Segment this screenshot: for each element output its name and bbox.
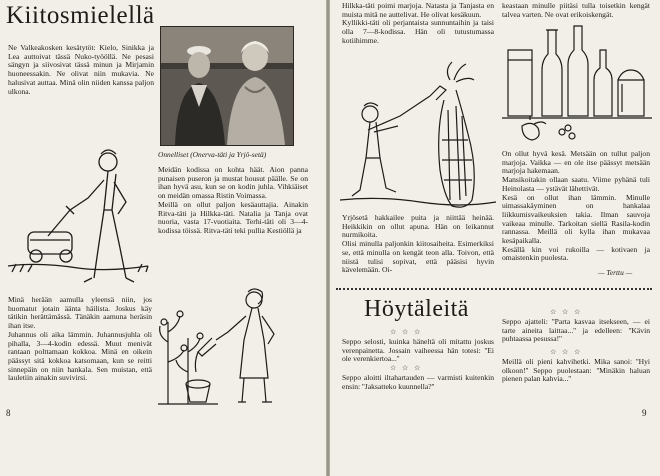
joke-1: Seppo selosti, kuinka häneltä oli mitattu joskus verenpainetta. Jossain vaiheessa hän totesi: ''Ei ole verenkiertoa...'' [342, 337, 494, 364]
couple-photo [160, 26, 294, 146]
top-left-paragraph: Hilkka-täti poimi marjoja. Natasta ja Tanjasta en muista mitä ne auttelivat. He olivat kesäkuun. Kyllikki-täti oli perjantaista sunnuntaihin ja taisi olla 7—8-kodissa. Hän oli tutustumassa kotiihimme. [342, 1, 494, 45]
watering-illustration [158, 282, 308, 406]
joke-3: Seppo ajatteli: ''Parta kasvaa itsekseen, — ei tarte aineita laittaa...'' ja edelleen: ''Kävin puhtaassa pesussa!'' [502, 317, 650, 344]
stars-1: ☆ ☆ ☆ [390, 328, 423, 336]
joke-2: Seppo aloitti iltahartauden — varmisti kuitenkin ensin: ''Jaksatteko kuunnella?'' [342, 373, 494, 391]
section-title: Höytäleitä [364, 296, 469, 322]
page-title: Kiitosmielellä [6, 2, 155, 29]
stars-3: ☆ ☆ ☆ [550, 308, 583, 316]
lawnmower-illustration [8, 140, 152, 290]
photo-caption: Onnelliset (Onerva-täti ja Yrjö-setä) [158, 150, 267, 159]
middle-paragraph: Meidän kodissa on kohta häät. Aion panna punaisen puseron ja mustat housut päälle. Se on ihan hyvä asu, kun se on kodin juhla. Vihkiäiset on meidän omassa Ristin Voimassa. Meillä on ollut paljon kesäauttajia. Ainakin Ritva-täti ja Hilkka-täti. Natalia ja Tanja ovat nuoria, vasta 17-vuotiaita. Terhi-täti oli 3—4-kodissa töissä. Ritva-täti teki pullia Kestiöllä ja [158, 165, 308, 235]
middle-right-paragraph: On ollut hyvä kesä. Metsään on tullut paljon marjoja. Vaikka — en ole itse päässyt metsään marjoja hakemaan. Mansikoitakin ollaan saatu. Viime pyhänä tuli Heinolasta — ystävät lähettivät. Kesä on ollut ihan lämmin. Minulle uimassakäyminen on hankalaa liikkumisvaikeuksien takia. Ilman sauvoja vaikeaa minulle. Tarkoitan siellä Rasila-kodin rannassa. Meillä oli kylla ihan mukavaa kesäpaikalla. Kesällä kin voi rukoilla — kotivaen ja omaistenkin puolesta. [502, 149, 650, 263]
stars-2: ☆ ☆ ☆ [390, 364, 423, 372]
author-signature: — Terttu — [598, 268, 633, 277]
intro-paragraph: Ne Valkeakosken kesätytöt: Kielo, Sinikka ja Lea auttoivat tässä Nuko-työöllä. Ne pesasi sängyn ja siivosivat tässä minun ja Mirjamin huoneessakin. Ne olivat niin mukavia. Ne halusivat auttaa. Minä olin niiden kanssa paljon ulkona. [8, 43, 154, 96]
left-page [0, 0, 326, 476]
joke-4: Meillä oli pieni kahvihetki. Mika sanoi: ''Hyi olkoon!'' Seppo puolestaan: ''Minäkin haluan pienen palan kahvia...'' [502, 357, 650, 384]
bottom-paragraph: Minä herään aamulla yleensä niin, jos huomatut jotain äänta häilista. Joskus käy tätikin herättämässä. Tänäkin aamuna heräsin ihan itse. Juhannus oli aika lämmin. Juhannusjuhla oli pihalla, 3—4-kodin edessä. Muut menivät rantaan polttamaan kokkoa. Minä en oikein päässyt sitä kokkoa katsomaan, kun se reitti sinnepäin on niin hankala. Sen muistan, että lauletiin ainakin suvivirsi. [8, 295, 152, 383]
couple-photo-image [161, 27, 293, 145]
right-page-lower [330, 0, 660, 476]
page-number-left: 8 [6, 408, 11, 418]
stars-4: ☆ ☆ ☆ [550, 348, 583, 356]
top-right-paragraph: keastaan minulle piitäsi tulla toisetkin kengät talvea varten. Ne ovat erikoiskengät. [502, 1, 650, 19]
page-number-right: 9 [642, 408, 647, 418]
middle-left-paragraph: Yrjösetä hakkailee puita ja niittää heinää. Heikkikin on ollut apuna. Hän on leikannut nurmikoita. Olisi minulla paljonkin kiitosaiheita. Esimerkiksi se, että minulla on kengät teon alla. Toivon, että niistä tulisi sopivat, että pääsisi hyvin kävelemään. Oi- [342, 213, 494, 275]
